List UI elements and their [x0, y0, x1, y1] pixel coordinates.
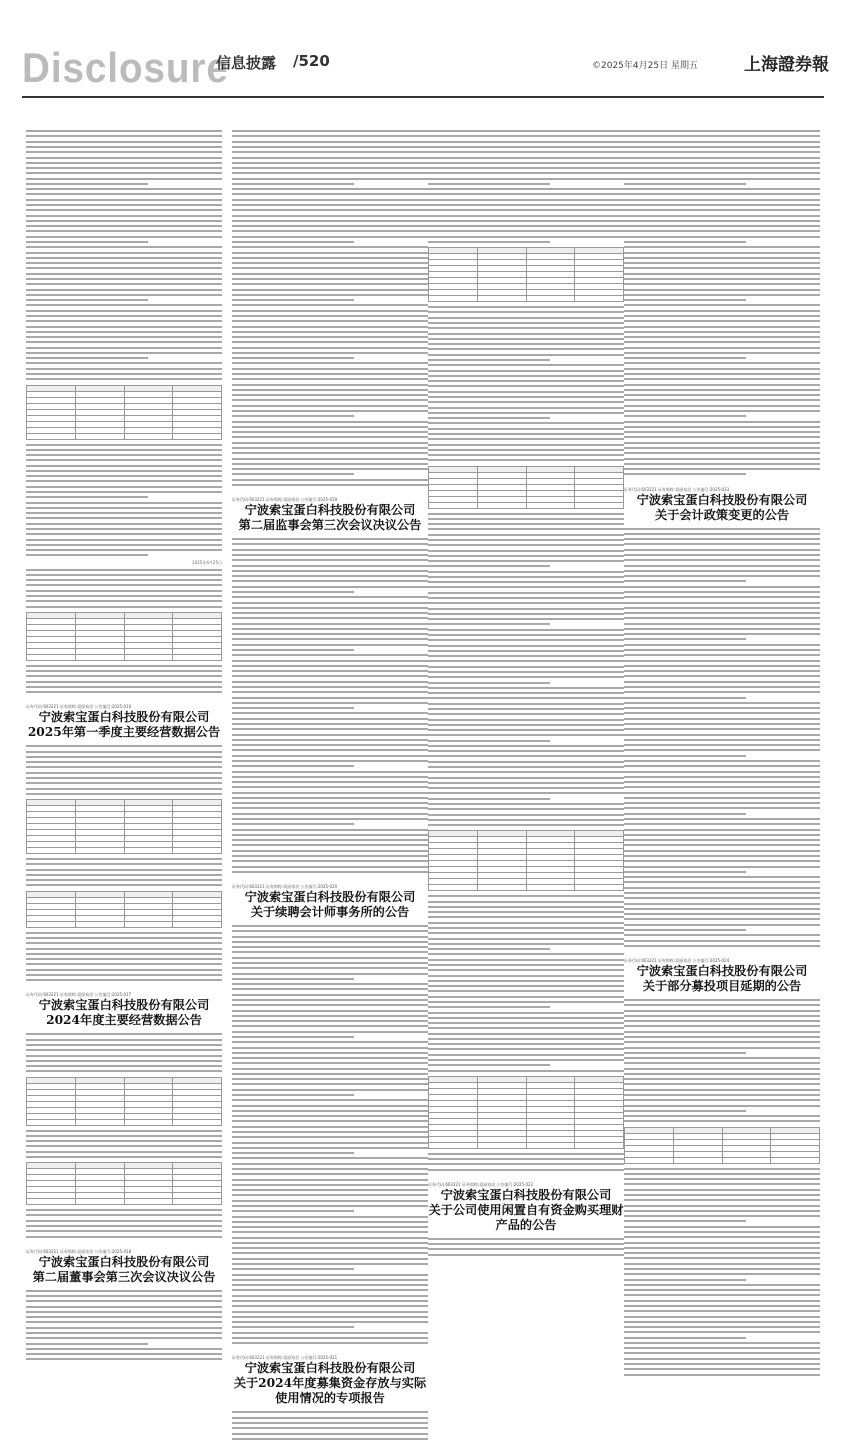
- body-text: [26, 129, 222, 381]
- column-3: [428, 128, 624, 1244]
- announcement-code: 证券代码:603221 证券简称:爱丽家居 公告编号:2025-020: [232, 884, 338, 890]
- announcement-header: [26, 1249, 222, 1285]
- data-table: [624, 1127, 820, 1164]
- column-1: [26, 128, 222, 1284]
- announcement-title: 关于2024年度募集资金存放与实际使用情况的专项报告: [233, 1376, 427, 1406]
- announcement-company: 宁波索宝蛋白科技股份有限公司: [38, 710, 210, 725]
- announcement-company: 宁波索宝蛋白科技股份有限公司: [38, 998, 210, 1013]
- body-text: [232, 129, 428, 487]
- announcement-company: 宁波索宝蛋白科技股份有限公司: [244, 503, 416, 518]
- announcement-code: 证券代码:603221 证券简称:爱丽家居 公告编号:2025-023: [624, 486, 730, 492]
- data-table: [428, 247, 624, 302]
- announcement-company: 宁波索宝蛋白科技股份有限公司: [636, 492, 808, 507]
- signature-date: 2025年4月25日: [192, 559, 222, 565]
- body-text: [26, 1032, 222, 1073]
- body-text: [624, 1167, 820, 1377]
- body-text: [26, 744, 222, 796]
- announcement-title: 第二届监事会第三次会议决议公告: [238, 518, 422, 533]
- body-text: [624, 129, 820, 476]
- announcement-code: 证券代码:603221 证券简称:爱丽家居 公告编号:2025-022: [428, 1181, 534, 1187]
- body-text: [428, 1237, 624, 1257]
- announcement-title: 关于续聘会计师事务所的公告: [250, 905, 410, 920]
- section-title: 信息披露: [216, 54, 277, 72]
- brand-wordmark: Disclosure: [22, 44, 229, 91]
- announcement-title: 关于公司使用闲置自有资金购买理财产品的公告: [428, 1202, 624, 1232]
- data-table: [428, 830, 624, 891]
- body-text: [428, 512, 624, 828]
- column-2: [232, 128, 428, 1406]
- body-text: [428, 129, 624, 244]
- data-table: [26, 891, 222, 928]
- body-text: [26, 568, 222, 609]
- body-text: [26, 857, 222, 888]
- announcement-header: [624, 958, 820, 994]
- announcement-header: [624, 487, 820, 523]
- announcement-title: 第二届董事会第三次会议决议公告: [32, 1269, 216, 1284]
- announcement-company: 宁波索宝蛋白科技股份有限公司: [636, 963, 808, 978]
- data-table: [26, 612, 222, 661]
- announcement-code: 证券代码:603221 证券简称:爱丽家居 公告编号:2025-019: [232, 497, 338, 503]
- announcement-code: 证券代码:603221 证券简称:爱丽家居 公告编号:2025-018: [26, 1248, 132, 1254]
- announcement-header: [232, 884, 428, 920]
- newspaper-name: 上海證券報: [744, 55, 829, 75]
- masthead-rule: [22, 96, 824, 98]
- announcement-code: 证券代码:603221 证券简称:爱丽家居 公告编号:2025-024: [624, 957, 730, 963]
- data-table: [428, 1076, 624, 1149]
- body-text: [26, 443, 222, 558]
- announcement-code: 证券代码:603221 证券简称:爱丽家居 公告编号:2025-017: [26, 992, 132, 998]
- announcement-header: [428, 1182, 624, 1233]
- masthead: [0, 0, 843, 120]
- data-table: [26, 385, 222, 440]
- body-text: [428, 894, 624, 1072]
- body-text: [232, 924, 428, 1345]
- announcement-company: 宁波索宝蛋白科技股份有限公司: [440, 1187, 612, 1202]
- body-text: [26, 1289, 222, 1362]
- body-text: [428, 305, 624, 462]
- body-text: [26, 931, 222, 983]
- announcement-header: [232, 497, 428, 533]
- announcement-header: [26, 704, 222, 740]
- body-text: [624, 998, 820, 1124]
- column-4: [624, 128, 820, 1244]
- announcement-header: [232, 1355, 428, 1406]
- announcement-company: 宁波索宝蛋白科技股份有限公司: [244, 1361, 416, 1376]
- body-text: [624, 527, 820, 948]
- data-table: [26, 1162, 222, 1205]
- announcement-code: 证券代码:603221 证券简称:爱丽家居 公告编号:2025-021: [232, 1355, 338, 1361]
- dateline: ©2025年4月25日 星期五: [592, 61, 698, 71]
- body-text: [26, 1208, 222, 1239]
- announcement-title: 2024年度主要经营数据公告: [46, 1013, 202, 1028]
- body-text: [26, 1129, 222, 1160]
- announcement-title: 关于会计政策变更的公告: [654, 507, 790, 522]
- announcement-code: 证券代码:603221 证券简称:爱丽家居 公告编号:2025-016: [26, 704, 132, 710]
- announcement-company: 宁波索宝蛋白科技股份有限公司: [244, 890, 416, 905]
- data-table: [26, 1077, 222, 1126]
- announcement-title: 关于部分募投项目延期的公告: [642, 978, 802, 993]
- body-text: [26, 664, 222, 695]
- data-table: [26, 799, 222, 854]
- body-text: [232, 537, 428, 874]
- announcement-title: 2025年第一季度主要经营数据公告: [27, 725, 221, 740]
- body-text: [428, 1152, 624, 1172]
- page-number: /520: [293, 52, 330, 70]
- body-text: [232, 1410, 428, 1441]
- announcement-header: [26, 992, 222, 1028]
- announcement-company: 宁波索宝蛋白科技股份有限公司: [38, 1254, 210, 1269]
- data-table: [428, 466, 624, 509]
